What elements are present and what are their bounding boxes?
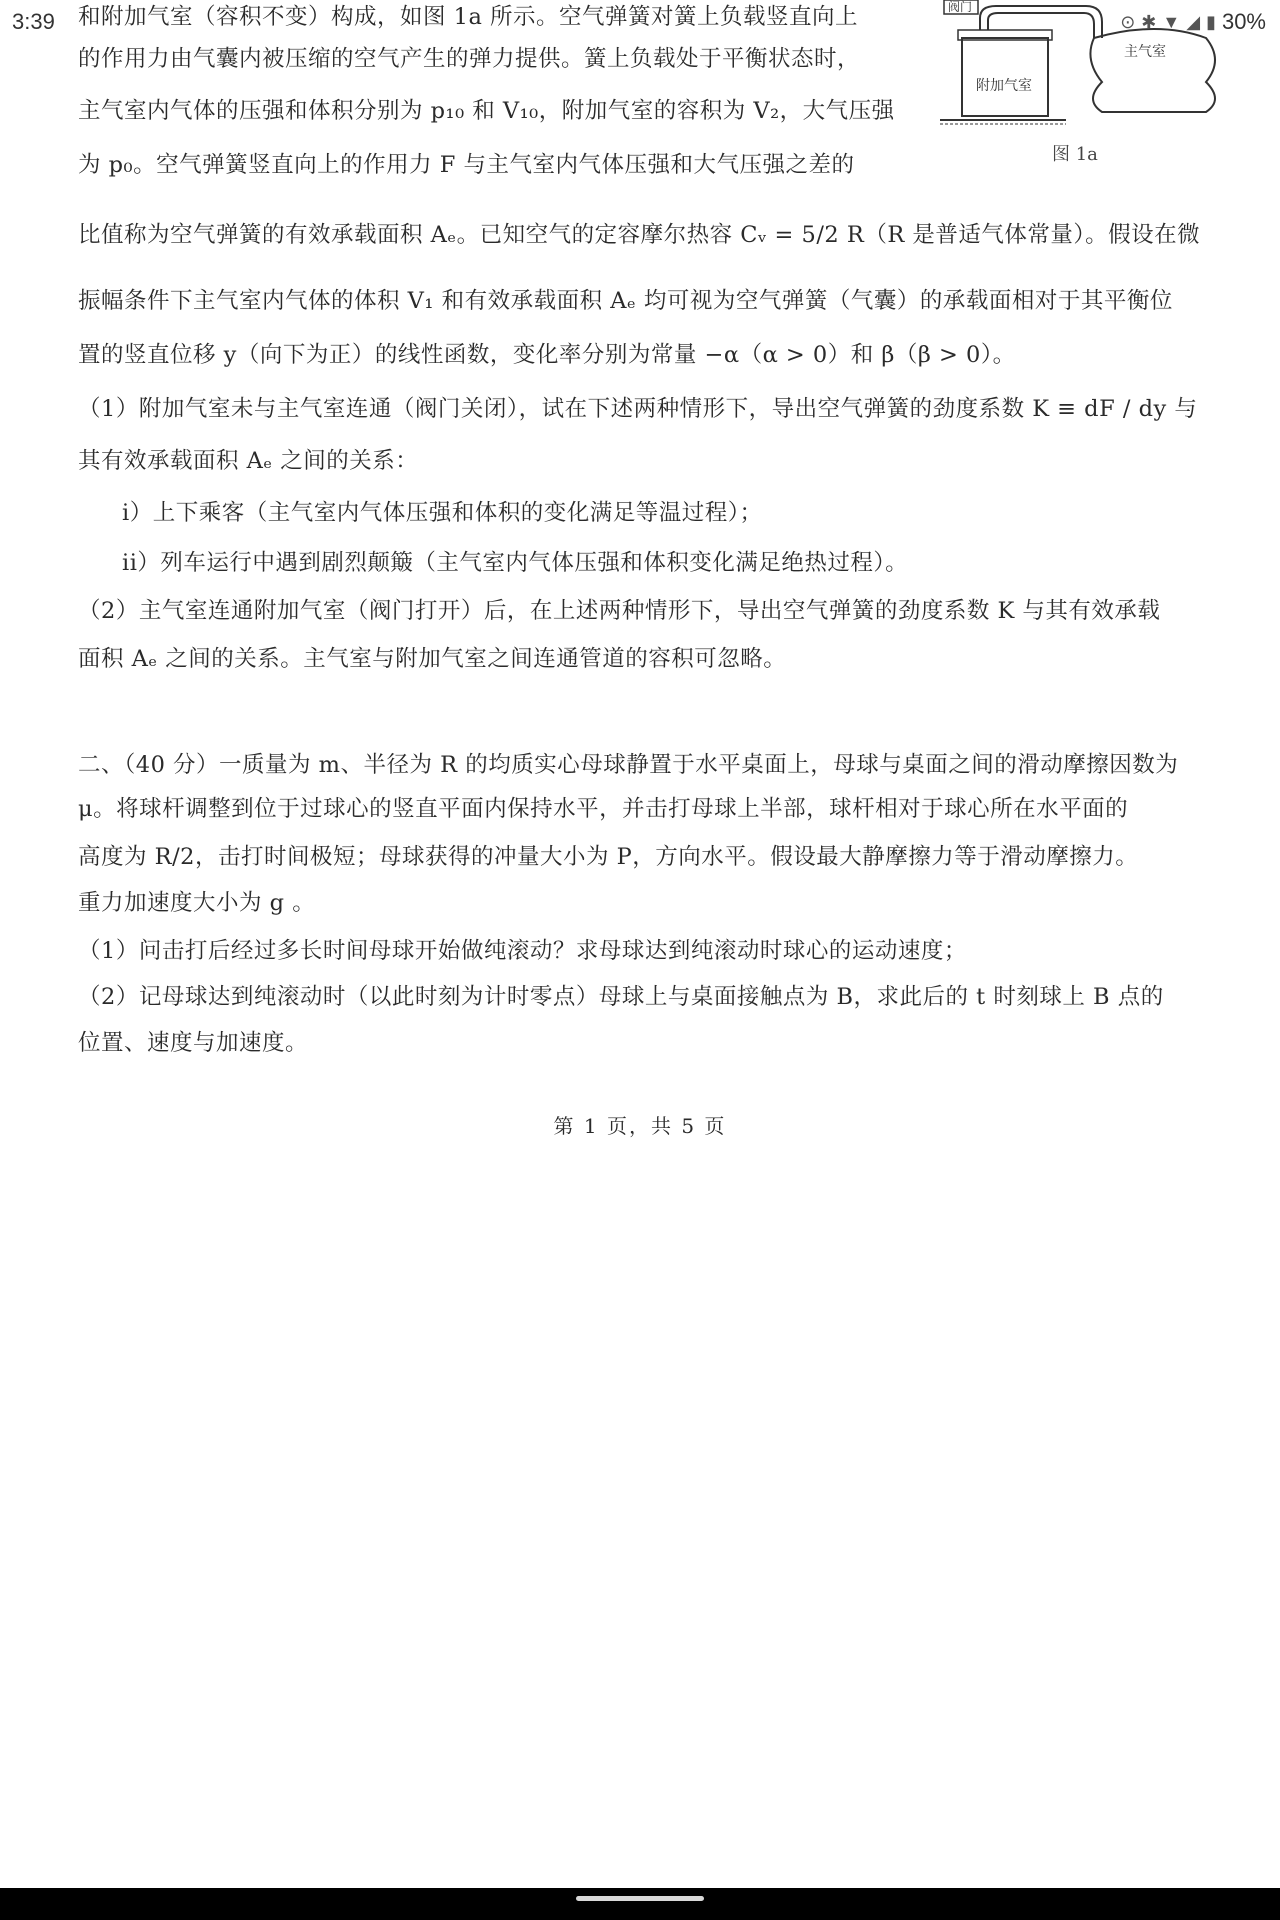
p1-question1-line1: （1）附加气室未与主气室连通（阀门关闭），试在下述两种情形下，导出空气弹簧的劲度系数 K ≡ dF / dy 与: [78, 396, 1198, 422]
p1-question1-case-i: i）上下乘客（主气室内气体压强和体积的变化满足等温过程）；: [122, 500, 763, 526]
p1-line3: 主气室内气体的压强和体积分别为 p₁₀ 和 V₁₀，附加气室的容积为 V₂，大气压强: [78, 98, 895, 124]
bluetooth-icon: ✱: [1141, 11, 1157, 32]
figure-1a: [936, 0, 1236, 170]
p1-question1-line2: 其有效承载面积 Aₑ 之间的关系：: [78, 448, 419, 474]
p1-line5: 比值称为空气弹簧的有效承载面积 Aₑ。已知空气的定容摩尔热容 Cᵥ = 5/2 R（R 是普适气体常量）。假设在微: [78, 222, 1201, 248]
p2-line2: μ。将球杆调整到位于过球心的竖直平面内保持水平，并击打母球上半部，球杆相对于球心所在水平面的: [78, 796, 1129, 822]
p2-line1: 二、（40 分）一质量为 m、半径为 R 的均质实心母球静置于水平桌面上，母球与桌面之间的滑动摩擦因数为: [78, 752, 1179, 778]
page-footer: 第 1 页，共 5 页: [553, 1114, 727, 1138]
figure-caption: 图 1a: [1052, 144, 1098, 165]
battery-percent: 30%: [1221, 9, 1266, 34]
home-gesture-handle[interactable]: [576, 1896, 704, 1901]
p1-line4: 为 p₀。空气弹簧竖直向上的作用力 F 与主气室内气体压强和大气压强之差的: [78, 152, 855, 178]
status-time: 3:39: [12, 9, 55, 34]
p2-question1: （1）问击打后经过多长时间母球开始做纯滚动？求母球达到纯滚动时球心的运动速度；: [78, 938, 967, 964]
p1-question1-case-ii: ii）列车运行中遇到剧烈颠簸（主气室内气体压强和体积变化满足绝热过程）。: [122, 550, 909, 576]
p1-line1: 和附加气室（容积不变）构成，如图 1a 所示。空气弹簧对簧上负载竖直向上: [78, 4, 859, 30]
aux-chamber-label: 附加气室: [976, 78, 1032, 94]
battery-icon: ▮: [1206, 11, 1216, 32]
p2-question2-line2: 位置、速度与加速度。: [78, 1030, 309, 1056]
p1-line2: 的作用力由气囊内被压缩的空气产生的弹力提供。簧上负载处于平衡状态时，: [78, 46, 861, 72]
main-chamber-label: 主气室: [1124, 44, 1166, 60]
p1-question2-line2: 面积 Aₑ 之间的关系。主气室与附加气室之间连通管道的容积可忽略。: [78, 646, 787, 672]
p1-line6: 振幅条件下主气室内气体的体积 V₁ 和有效承载面积 Aₑ 均可视为空气弹簧（气囊）的承载面相对于其平衡位: [78, 288, 1173, 314]
p2-line4: 重力加速度大小为 g 。: [78, 890, 316, 916]
wifi-icon: ▼: [1162, 11, 1181, 32]
p1-question2-line1: （2）主气室连通附加气室（阀门打开）后，在上述两种情形下，导出空气弹簧的劲度系数 K 与其有效承载: [78, 598, 1161, 624]
p1-line7: 置的竖直位移 y（向下为正）的线性函数，变化率分别为常量 −α（α > 0）和 β（β > 0）。: [78, 342, 1016, 368]
signal-icon: ◢: [1186, 11, 1201, 32]
navigation-bar: [0, 1888, 1280, 1920]
p2-line3: 高度为 R/2，击打时间极短；母球获得的冲量大小为 P，方向水平。假设最大静摩擦力等于滑动摩擦力。: [78, 844, 1139, 870]
valve-label: 阀门: [948, 0, 973, 14]
alarm-icon: ⊙: [1120, 11, 1136, 32]
p2-question2-line1: （2）记母球达到纯滚动时（以此时刻为计时零点）母球上与桌面接触点为 B，求此后的 t 时刻球上 B 点的: [78, 984, 1164, 1010]
